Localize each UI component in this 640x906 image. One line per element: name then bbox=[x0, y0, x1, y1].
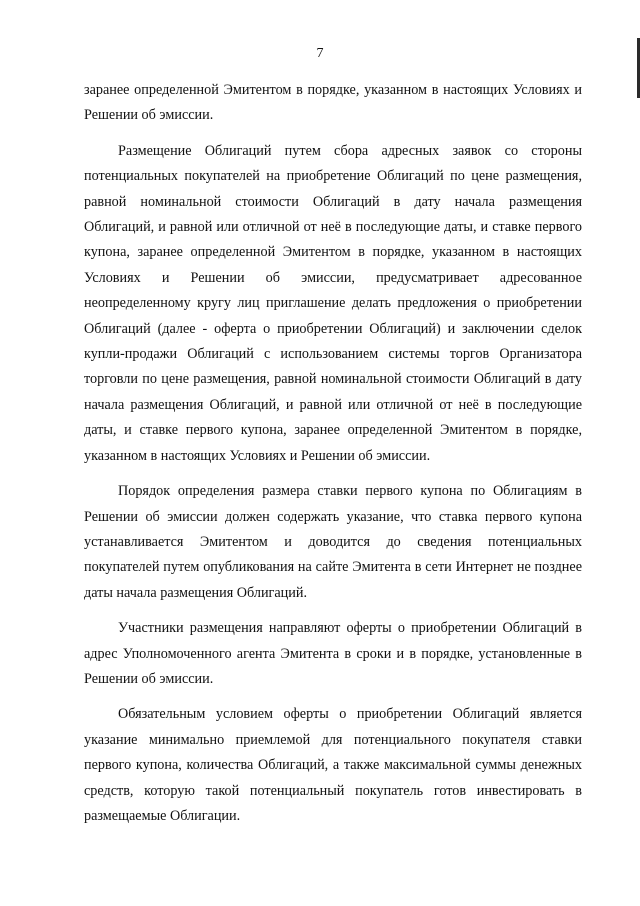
paragraph-1: заранее определенной Эмитентом в порядке, указанном в настоящих Условиях и Решении об эмиссии. bbox=[84, 82, 582, 124]
paragraph-4: Участники размещения направляют оферты о приобретении Облигаций в адрес Уполномоченного агента Эмитента в сроки и в порядке, установленные в Решении об эмиссии. bbox=[84, 620, 582, 687]
document-body bbox=[84, 78, 582, 839]
page-number: 7 bbox=[316, 46, 324, 61]
paragraph-2: Размещение Облигаций путем сбора адресных заявок со стороны потенциальных покупателей на приобретение Облигаций по цене размещения, равной номинальной стоимости Облигаций в дату начала размещения Облигаций, и равной или отличной от неё в последующие даты, и ставке первого купона, заранее определенной Эмитентом в порядке, указанном в настоящих Условиях и Решении об эмиссии, предусматривает адресованное неопределенному кругу лиц приглашение делать предложения о приобретении Облигаций (далее - оферта о приобретении Облигаций) и заключении сделок купли-продажи Облигаций с использованием системы торгов Организатора торговли по цене размещения, равной номинальной стоимости Облигаций в дату начала размещения Облигаций, и равной или отличной от неё в последующие даты, и ставке первого купона, заранее определенной Эмитентом в порядке, указанном в настоящих Условиях и Решении об эмиссии. bbox=[84, 142, 582, 464]
paragraph-3: Порядок определения размера ставки первого купона по Облигациям в Решении об эмиссии должен содержать указание, что ставка первого купона устанавливается Эмитентом и доводится до сведения потенциальных покупателей путем опубликования на сайте Эмитента в сети Интернет не позднее даты начала размещения Облигаций. bbox=[84, 483, 582, 601]
paragraph-5: Обязательным условием оферты о приобретении Облигаций является указание минимально приемлемой для потенциального покупателя ставки первого купона, количества Облигаций, а также максимальной суммы денежных средств, которую такой потенциальный покупатель готов инвестировать в размещаемые Облигации. bbox=[84, 706, 582, 824]
